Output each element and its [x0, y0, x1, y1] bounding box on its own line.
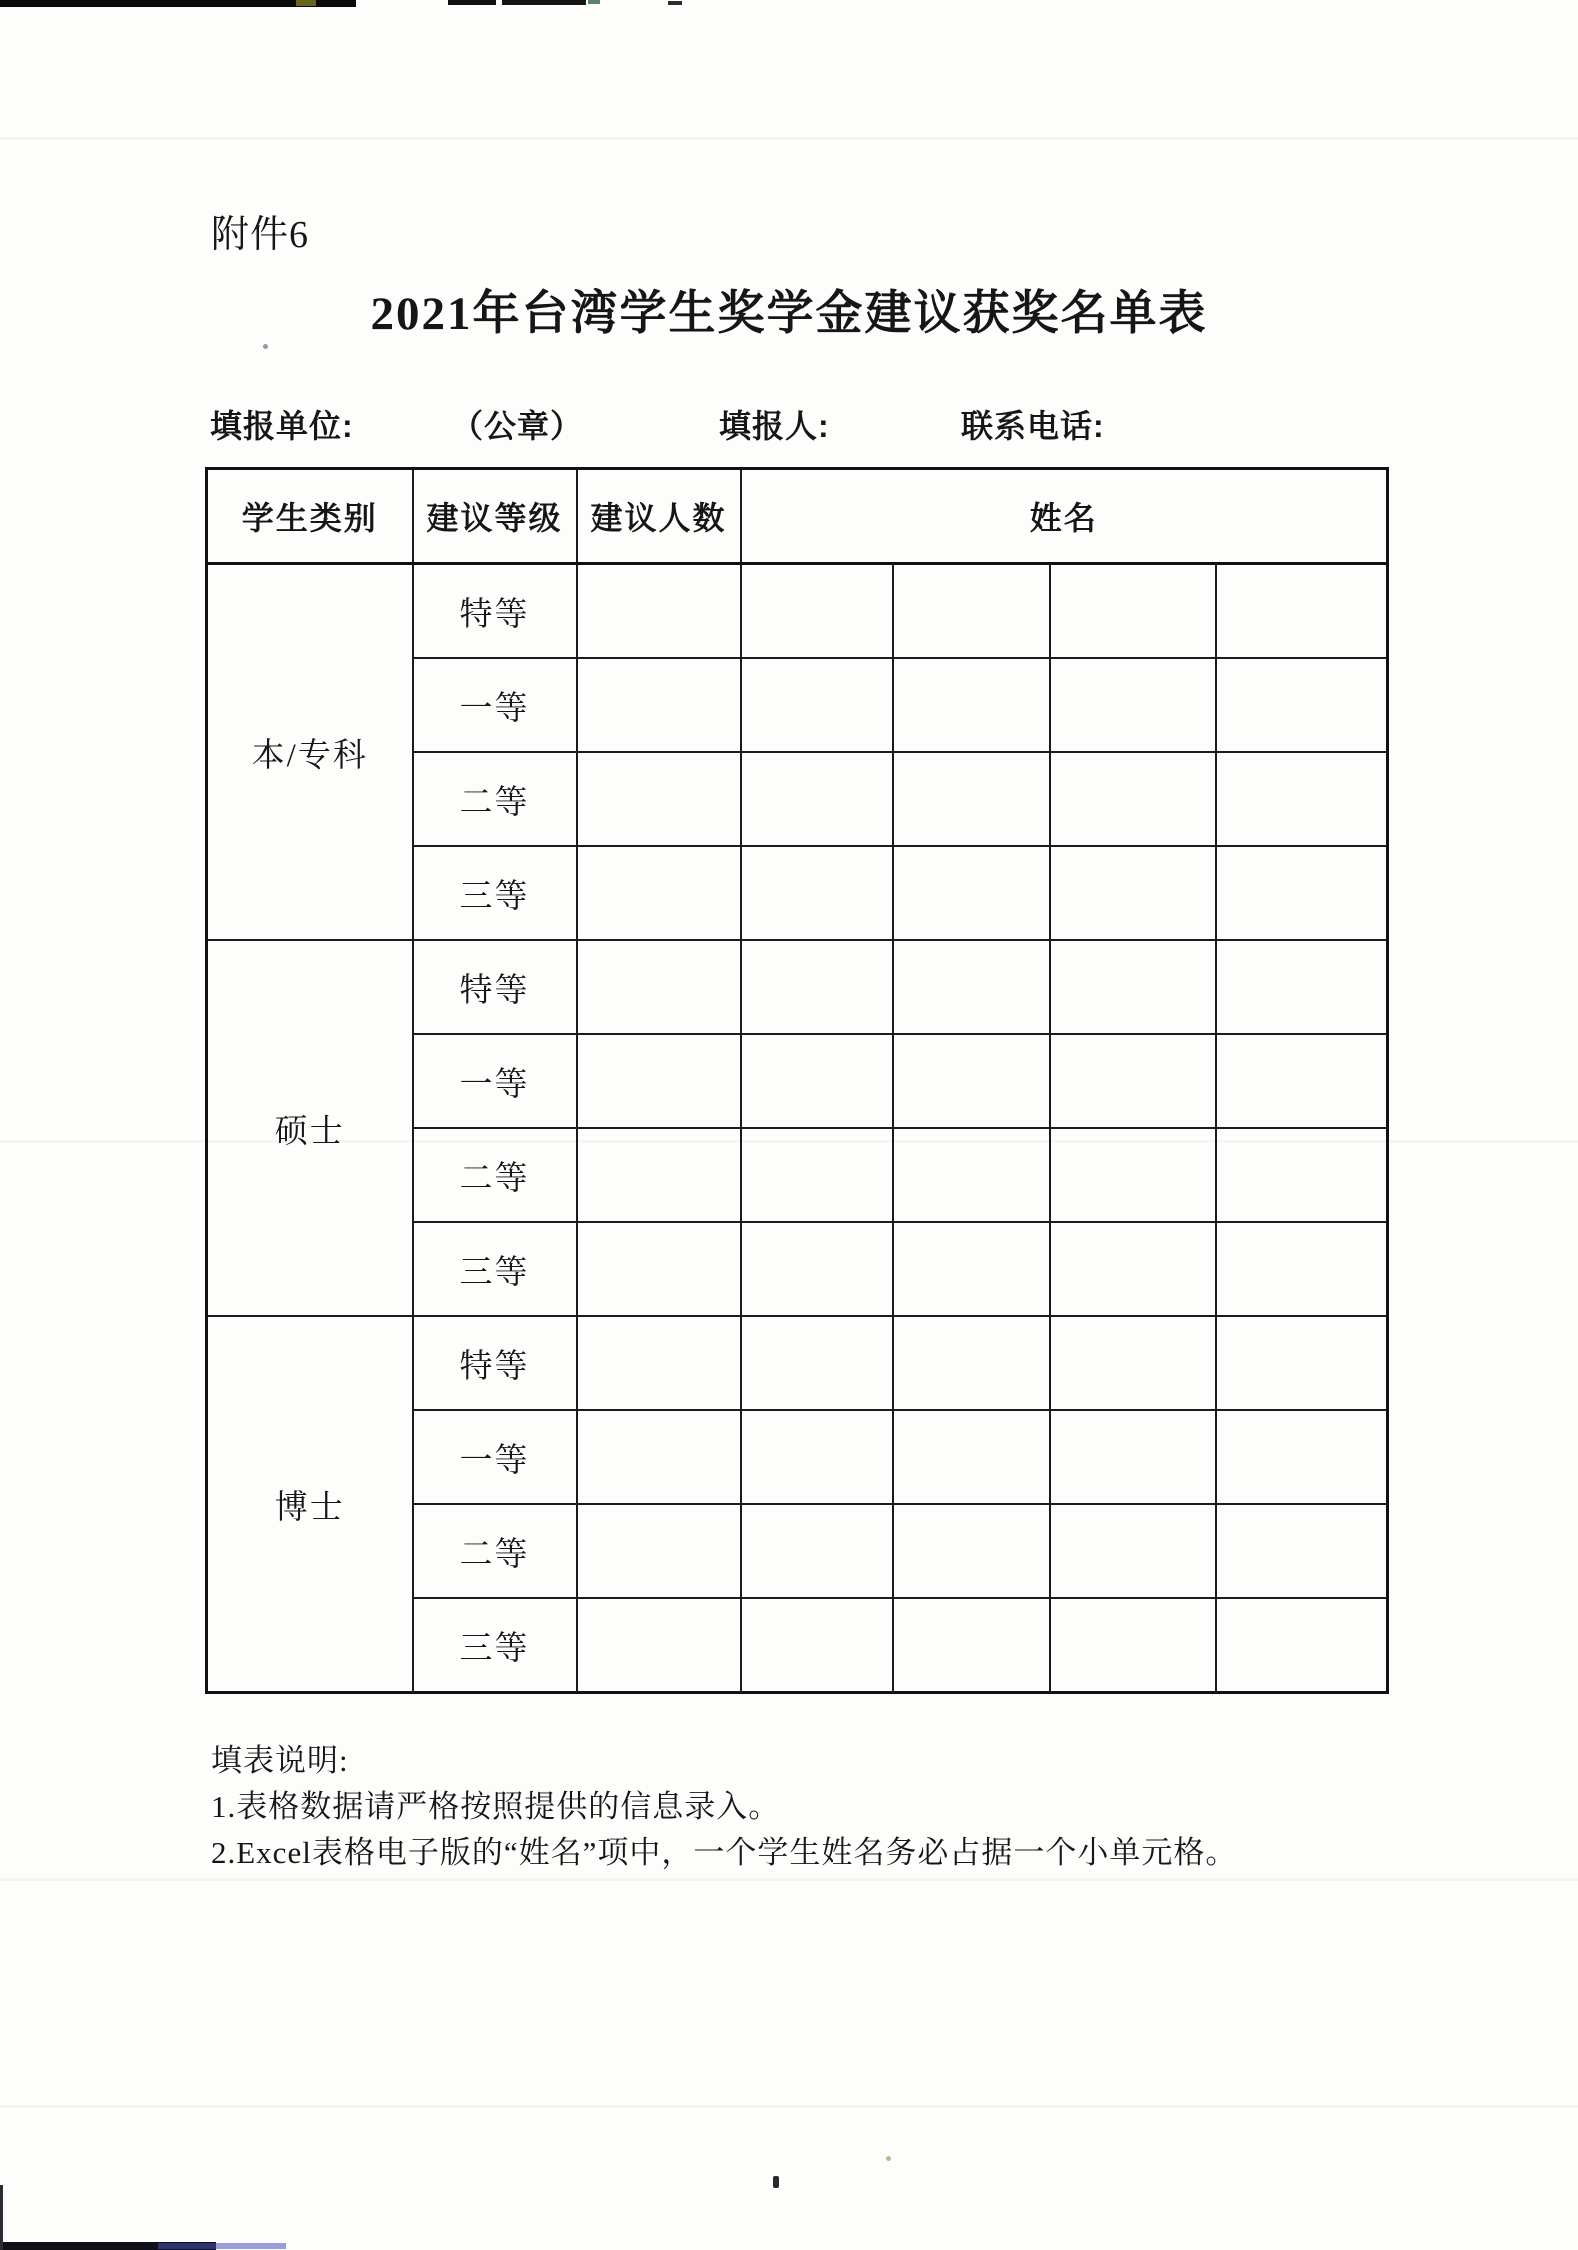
name-cell: [893, 1222, 1050, 1316]
fill-instructions: [211, 1738, 1237, 1876]
scan-streak: [0, 1878, 1578, 1881]
level-cell: 二等: [413, 1128, 577, 1222]
name-cell: [1050, 1598, 1216, 1693]
name-cell: [1050, 1128, 1216, 1222]
scan-artifact-top-segment: [448, 0, 496, 5]
name-cell: [1050, 658, 1216, 752]
count-cell: [577, 1504, 741, 1598]
level-cell: 三等: [413, 846, 577, 940]
name-cell: [1216, 940, 1388, 1034]
name-cell: [741, 1128, 893, 1222]
scan-artifact-bottom-blue: [158, 2243, 286, 2249]
name-cell: [1050, 1316, 1216, 1410]
name-cell: [1216, 658, 1388, 752]
level-cell: 特等: [413, 940, 577, 1034]
name-cell: [1050, 1034, 1216, 1128]
name-cell: [1050, 1504, 1216, 1598]
name-cell: [893, 658, 1050, 752]
name-cell: [1216, 564, 1388, 659]
scan-streak: [0, 2105, 1578, 2108]
name-cell: [893, 1128, 1050, 1222]
count-cell: [577, 1316, 741, 1410]
count-cell: [577, 1222, 741, 1316]
level-cell: 三等: [413, 1222, 577, 1316]
name-cell: [1216, 1034, 1388, 1128]
name-cell: [1216, 1222, 1388, 1316]
scan-artifact-left-edge: [0, 2185, 3, 2250]
name-cell: [1050, 1410, 1216, 1504]
name-cell: [893, 940, 1050, 1034]
name-cell: [1216, 1128, 1388, 1222]
table-row: [207, 940, 1388, 1034]
category-cell-undergraduate: 本/专科: [207, 564, 413, 941]
scan-speck: [886, 2156, 891, 2161]
name-cell: [893, 564, 1050, 659]
name-cell: [741, 1504, 893, 1598]
count-cell: [577, 1598, 741, 1693]
page-title: 2021年台湾学生奖学金建议获奖名单表: [370, 288, 1208, 340]
header-student-category: 学生类别: [207, 469, 413, 564]
filing-person-label: 填报人:: [719, 408, 830, 444]
scan-streak: [0, 137, 1578, 140]
name-cell: [741, 1034, 893, 1128]
contact-phone-label: 联系电话:: [961, 408, 1105, 444]
name-cell: [893, 1034, 1050, 1128]
fill-instruction-item: 2.Excel表格电子版的“姓名”项中，一个学生姓名务必占据一个小单元格。: [211, 1835, 1238, 1870]
scan-artifact-color-tint: [296, 0, 316, 6]
award-list-table: [205, 467, 1389, 1694]
name-cell: [893, 1598, 1050, 1693]
name-cell: [893, 1410, 1050, 1504]
table-header-row: [207, 469, 1388, 564]
name-cell: [741, 564, 893, 659]
count-cell: [577, 564, 741, 659]
scan-speck: [263, 344, 268, 349]
name-cell: [1216, 1316, 1388, 1410]
fill-instructions-heading: 填表说明:: [211, 1743, 349, 1778]
name-cell: [741, 940, 893, 1034]
name-cell: [741, 752, 893, 846]
filing-unit-label: 填报单位:: [210, 408, 354, 444]
name-cell: [1050, 846, 1216, 940]
scan-speck: [773, 2176, 779, 2188]
table-row: [207, 564, 1388, 659]
name-cell: [1216, 1410, 1388, 1504]
count-cell: [577, 940, 741, 1034]
name-cell: [1216, 752, 1388, 846]
level-cell: 一等: [413, 658, 577, 752]
scan-artifact-top-segment: [668, 1, 682, 5]
level-cell: 二等: [413, 1504, 577, 1598]
count-cell: [577, 752, 741, 846]
name-cell: [1050, 1222, 1216, 1316]
count-cell: [577, 846, 741, 940]
name-cell: [893, 1316, 1050, 1410]
count-cell: [577, 658, 741, 752]
attachment-label: 附件6: [211, 214, 310, 256]
category-cell-doctoral: 博士: [207, 1316, 413, 1693]
header-suggested-level: 建议等级: [413, 469, 577, 564]
name-cell: [1216, 846, 1388, 940]
name-cell: [893, 846, 1050, 940]
level-cell: 三等: [413, 1598, 577, 1693]
table-row: [207, 1316, 1388, 1410]
level-cell: 一等: [413, 1034, 577, 1128]
header-suggested-count: 建议人数: [577, 469, 741, 564]
scan-artifact-top-segment: [502, 0, 586, 5]
official-seal-label: （公章）: [451, 408, 584, 444]
level-cell: 二等: [413, 752, 577, 846]
name-cell: [741, 658, 893, 752]
name-cell: [741, 1316, 893, 1410]
name-cell: [1050, 564, 1216, 659]
fill-instruction-item: 1.表格数据请严格按照提供的信息录入。: [211, 1789, 781, 1824]
name-cell: [893, 752, 1050, 846]
name-cell: [1216, 1598, 1388, 1693]
name-cell: [741, 1410, 893, 1504]
count-cell: [577, 1128, 741, 1222]
level-cell: 特等: [413, 564, 577, 659]
name-cell: [741, 846, 893, 940]
category-cell-master: 硕士: [207, 940, 413, 1316]
name-cell: [1050, 752, 1216, 846]
name-cell: [1216, 1504, 1388, 1598]
level-cell: 特等: [413, 1316, 577, 1410]
name-cell: [741, 1222, 893, 1316]
scan-artifact-color-tint: [588, 0, 600, 4]
name-cell: [1050, 940, 1216, 1034]
name-cell: [741, 1598, 893, 1693]
level-cell: 一等: [413, 1410, 577, 1504]
count-cell: [577, 1410, 741, 1504]
count-cell: [577, 1034, 741, 1128]
header-name: 姓名: [741, 469, 1388, 564]
name-cell: [893, 1504, 1050, 1598]
